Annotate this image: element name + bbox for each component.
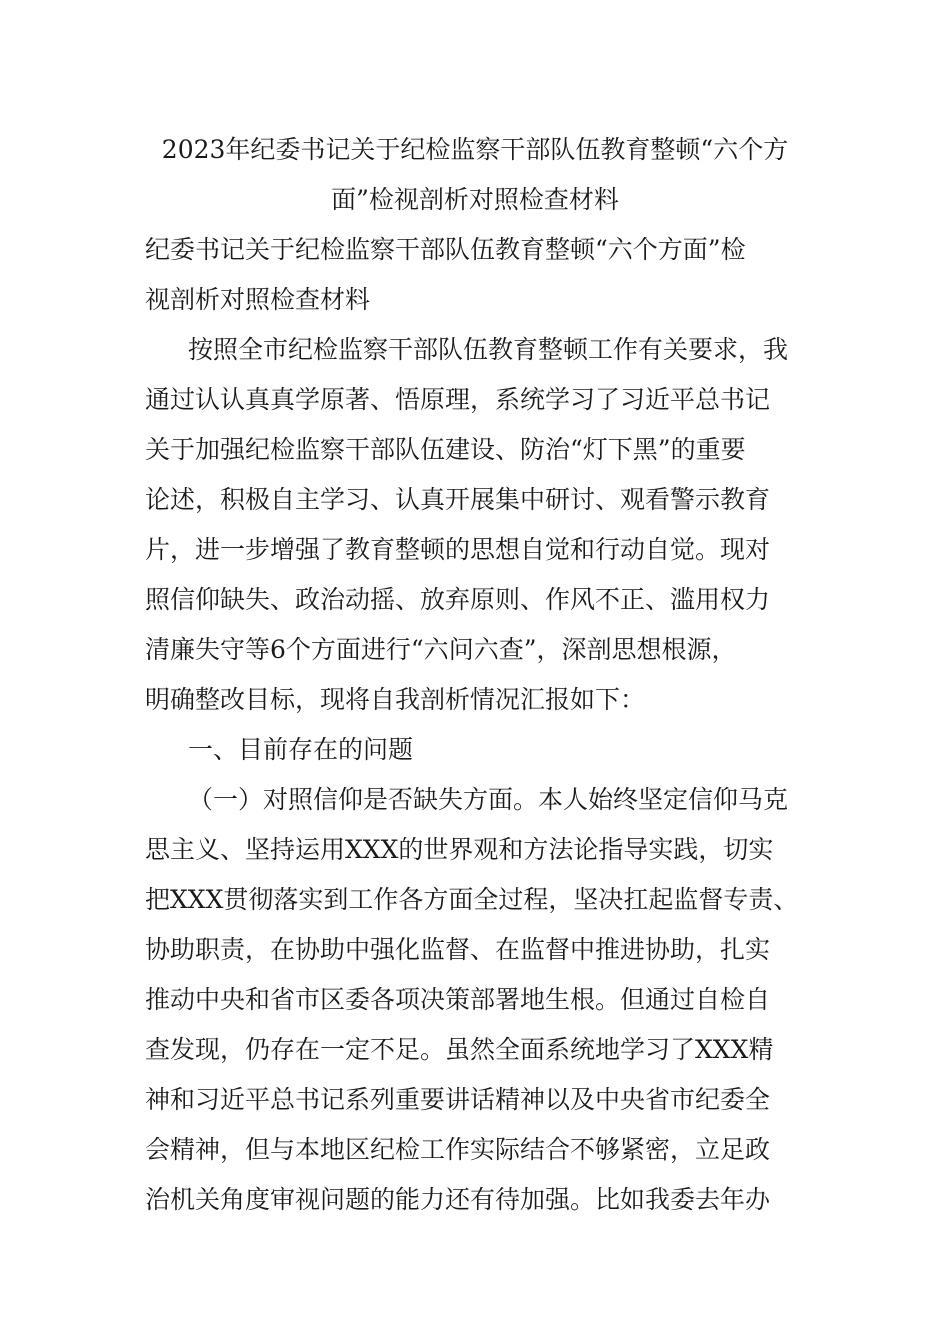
subtitle-line-2: 视剖析对照检查材料 — [145, 285, 371, 314]
section-line-5: 推动中央和省市区委各项决策部署地生根。但通过自检自 — [145, 985, 771, 1014]
section-line-4: 协助职责，在协助中强化监督、在监督中推进协助，扎实 — [145, 935, 771, 964]
intro-line-5: 片，进一步增强了教育整顿的思想自觉和行动自觉。现对 — [145, 535, 771, 564]
intro-line-1: 按照全市纪检监察干部队伍教育整顿工作有关要求，我 — [188, 335, 789, 364]
document-title-line-2: 面”检视剖析对照检查材料 — [331, 185, 619, 214]
intro-line-8: 明确整改目标，现将自我剖析情况汇报如下： — [145, 685, 646, 714]
section-heading: 一、目前存在的问题 — [188, 735, 414, 764]
section-line-1: （一）对照信仰是否缺失方面。本人始终坚定信仰马克 — [188, 785, 789, 814]
section-line-2: 思主义、坚持运用XXX的世界观和方法论指导实践，切实 — [145, 835, 774, 864]
intro-line-4: 论述，积极自主学习、认真开展集中研讨、观看警示教育 — [145, 485, 771, 514]
intro-line-3: 关于加强纪检监察干部队伍建设、防治“灯下黑”的重要 — [145, 435, 746, 464]
section-line-9: 治机关角度审视问题的能力还有待加强。比如我委去年办 — [145, 1185, 771, 1214]
section-line-3: 把XXX贯彻落实到工作各方面全过程，坚决扛起监督专责、 — [145, 885, 799, 914]
section-line-6: 查发现，仍存在一定不足。虽然全面系统地学习了XXX精 — [145, 1035, 774, 1064]
intro-line-7: 清廉失守等6个方面进行“六问六查”，深剖思想根源， — [145, 635, 737, 664]
document-title-line-1: 2023年纪委书记关于纪检监察干部队伍教育整顿“六个方 — [161, 135, 789, 164]
subtitle-line-1: 纪委书记关于纪检监察干部队伍教育整顿“六个方面”检 — [145, 235, 746, 264]
section-line-8: 会精神，但与本地区纪检工作实际结合不够紧密，立足政 — [145, 1135, 771, 1164]
intro-line-2: 通过认认真真学原著、悟原理，系统学习了习近平总书记 — [145, 385, 771, 414]
intro-line-6: 照信仰缺失、政治动摇、放弃原则、作风不正、滥用权力 — [145, 585, 771, 614]
section-line-7: 神和习近平总书记系列重要讲话精神以及中央省市纪委全 — [145, 1085, 771, 1114]
